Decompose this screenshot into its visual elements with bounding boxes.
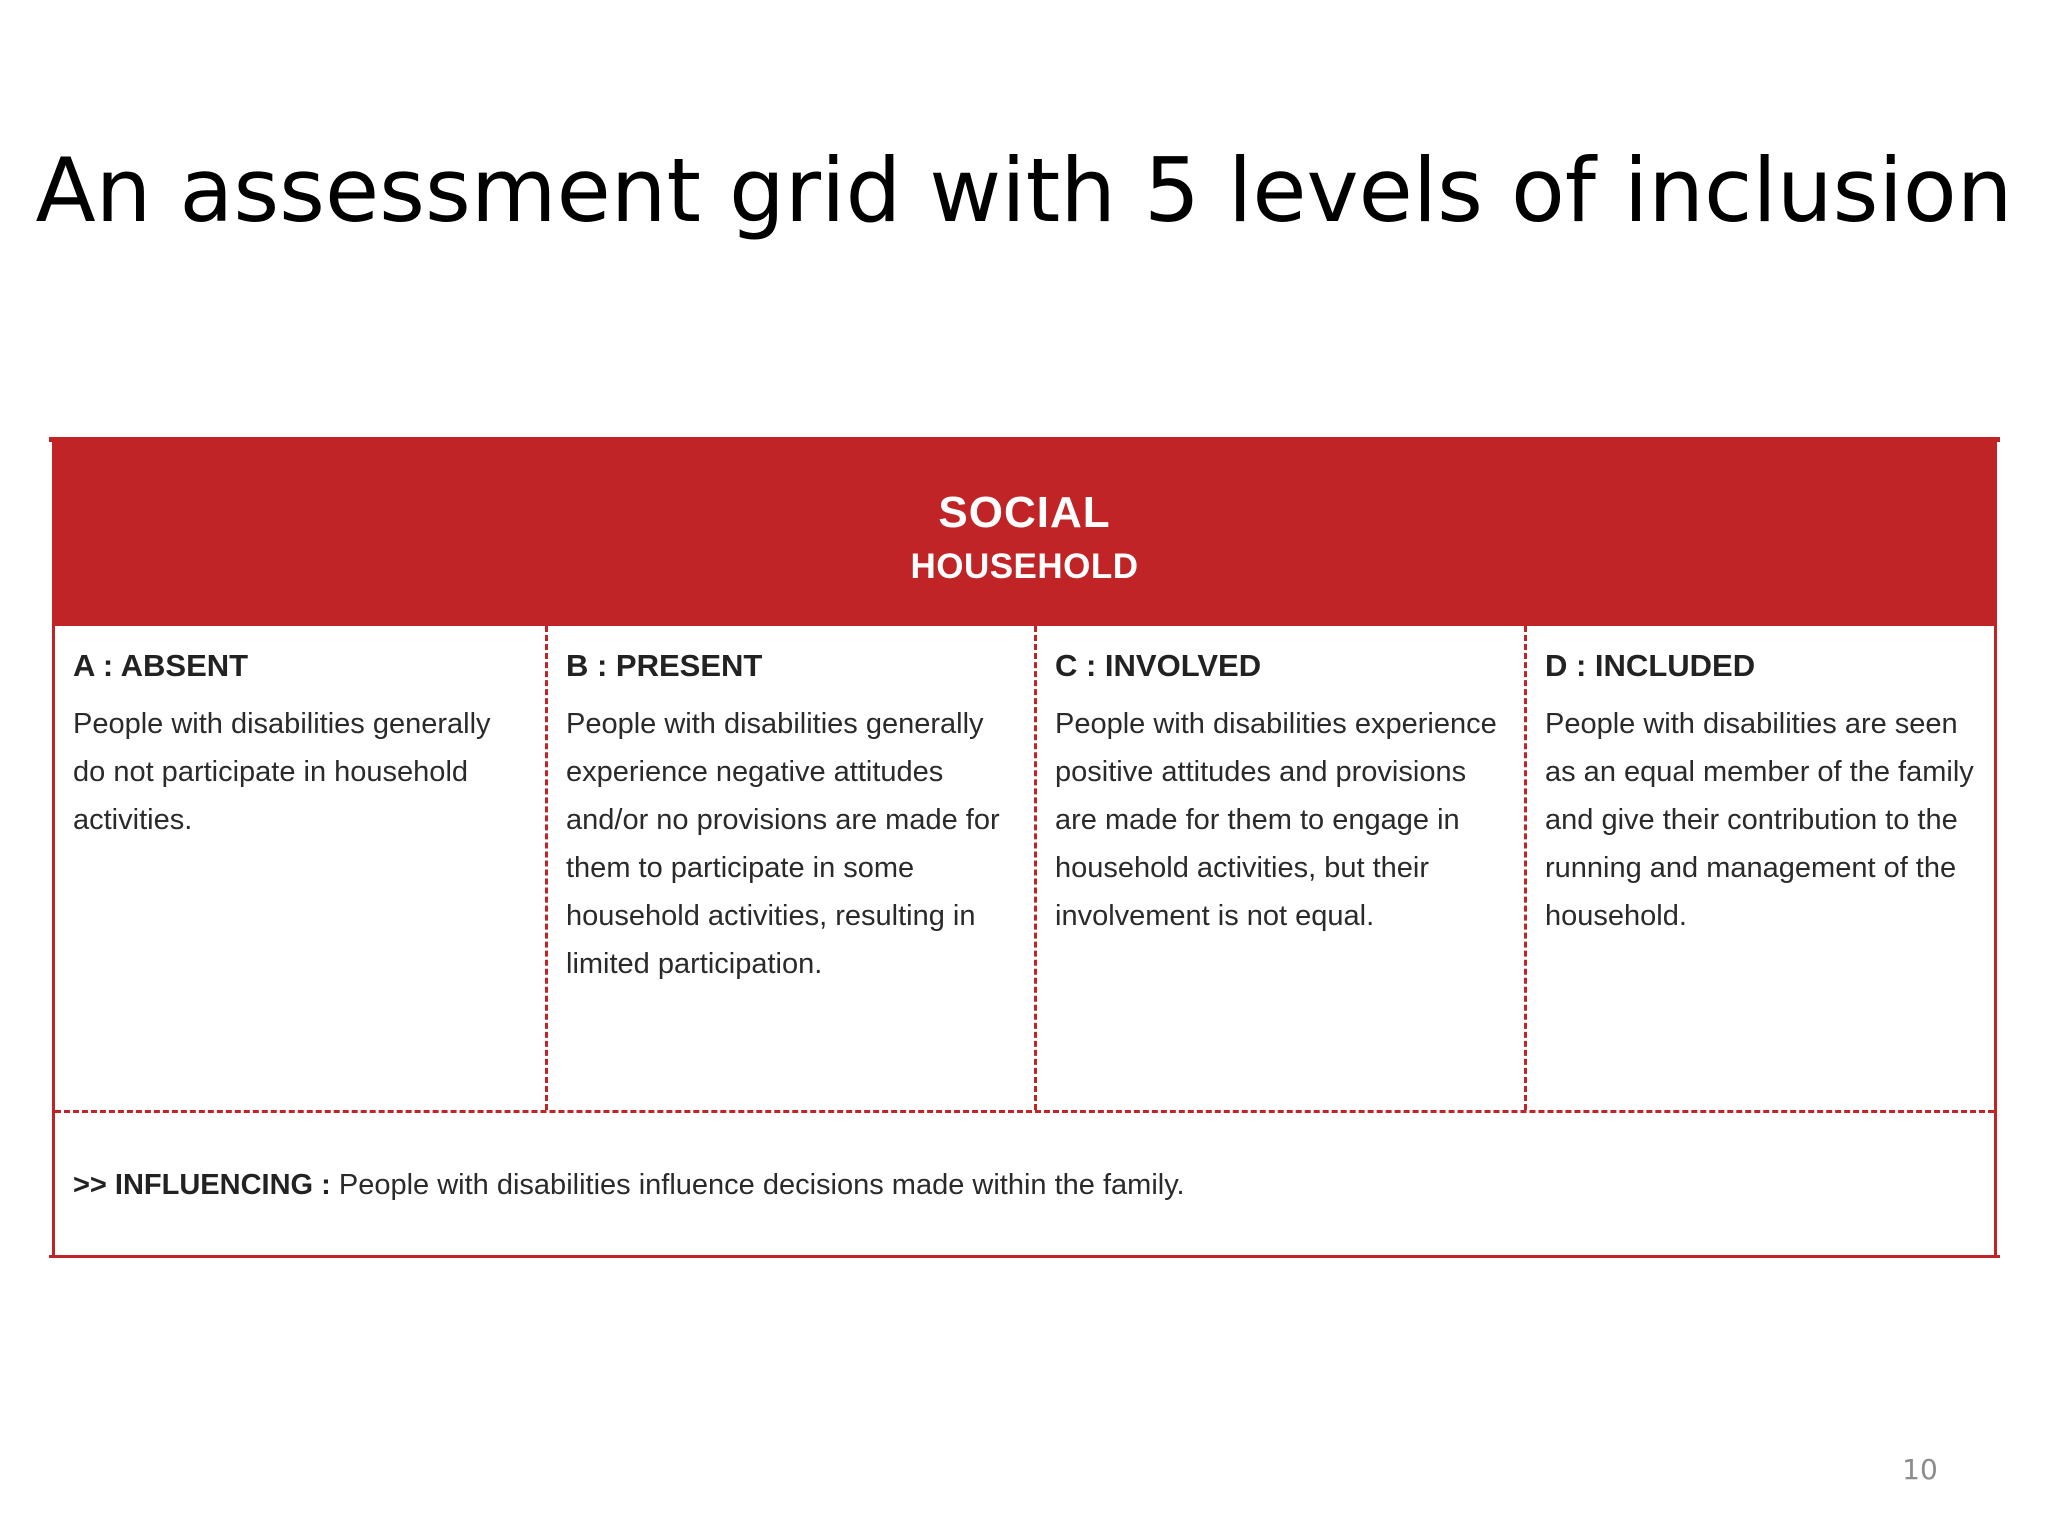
influencing-description: People with disabilities influence decisions made within the family.	[338, 1169, 1185, 1201]
influencing-label: >> INFLUENCING :	[73, 1169, 331, 1201]
grid-header-subtitle: HOUSEHOLD	[910, 547, 1139, 586]
level-absent	[55, 626, 545, 1110]
level-absent-description: People with disabilities generally do not participate in household activities.	[73, 708, 491, 836]
level-involved	[1034, 626, 1524, 1110]
level-involved-title: C : INVOLVED	[1055, 648, 1262, 683]
assessment-grid-body	[52, 442, 1997, 1255]
level-included	[1524, 626, 1994, 1110]
level-present-description: People with disabilities generally experience negative attitudes and/or no provisions are made for them to participate in some household activities, resulting in limited participation.	[566, 708, 1000, 980]
slide-title: An assessment grid with 5 levels of inclusion	[35, 139, 2013, 242]
grid-header	[55, 442, 1994, 626]
level-involved-description: People with disabilities experience positive attitudes and provisions are made for them to engage in household activities, but their involvement is not equal.	[1055, 708, 1497, 932]
page-number: 10	[1902, 1453, 1938, 1486]
assessment-grid	[49, 437, 2000, 1258]
level-absent-title: A : ABSENT	[73, 648, 249, 683]
level-present	[545, 626, 1034, 1110]
level-present-title: B : PRESENT	[566, 648, 763, 683]
level-included-title: D : INCLUDED	[1545, 648, 1756, 683]
grid-header-title: SOCIAL	[938, 488, 1111, 537]
levels-row	[55, 626, 1994, 1110]
influencing-row	[55, 1110, 1994, 1255]
level-included-description: People with disabilities are seen as an equal member of the family and give their contribution to the running and management of the household.	[1545, 708, 1974, 932]
